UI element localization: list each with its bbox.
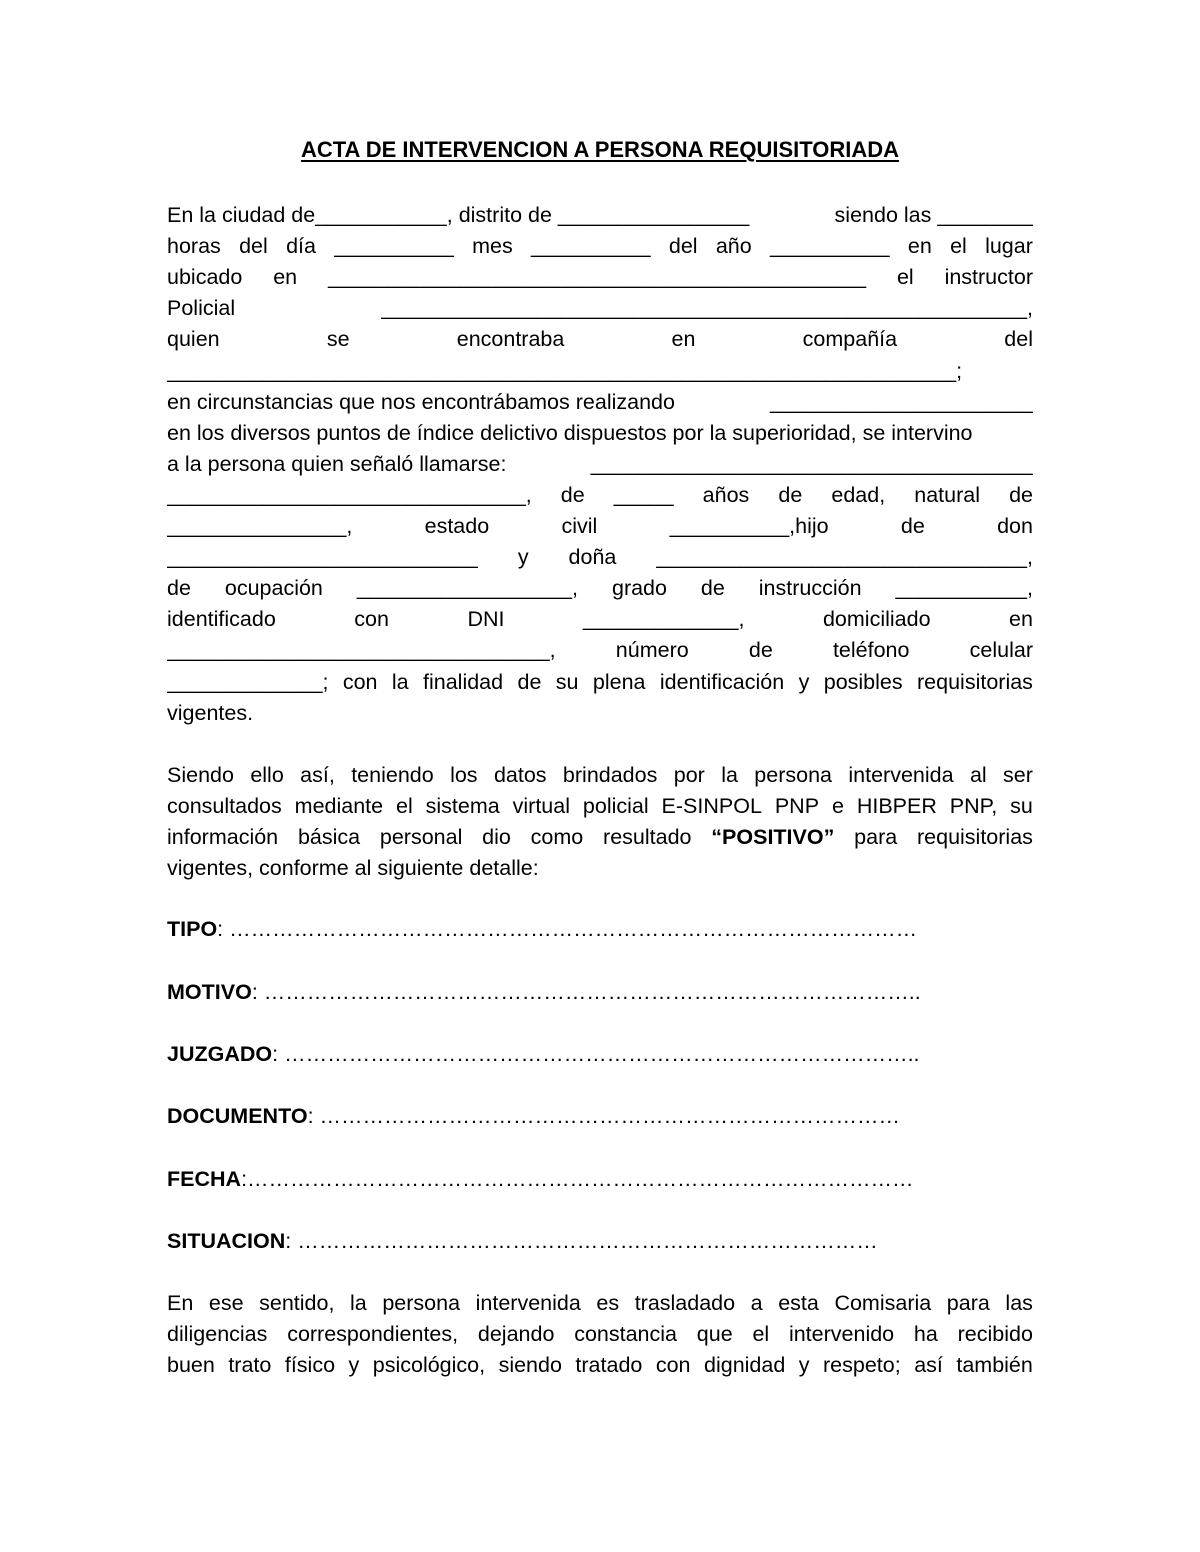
document-title: ACTA DE INTERVENCION A PERSONA REQUISITORIADA	[300, 137, 900, 162]
line-word: así,	[300, 763, 335, 787]
line-word: siendo las ________	[834, 203, 1033, 227]
line-word: tratado	[575, 1353, 643, 1377]
line-word: recibido	[957, 1322, 1033, 1346]
paragraph-line	[167, 200, 1033, 231]
line-word: mes	[472, 234, 513, 259]
line-word: quien	[167, 327, 220, 352]
line-word: plena	[592, 669, 646, 694]
line-word: ello	[250, 763, 284, 787]
paragraph-line	[167, 791, 1033, 822]
line-word: las	[1005, 1291, 1033, 1315]
field-dotted-line: : ……………………………………………………………………………………	[217, 917, 918, 941]
line-word: el	[396, 794, 413, 818]
field-dotted-line: : ………………………………………………………………………	[307, 1104, 901, 1128]
line-word: intervenida	[848, 763, 954, 787]
line-word: _______________________________,	[656, 545, 1033, 570]
line-word: del	[668, 234, 698, 259]
field-label: MOTIVO	[167, 980, 252, 1004]
line-word: y	[348, 1353, 360, 1377]
line-word: para	[946, 1291, 990, 1315]
line-word: identificación	[659, 669, 785, 694]
line-word: ubicado	[167, 265, 243, 290]
line-word: intervenido	[788, 1322, 895, 1346]
line-word: psicológico,	[372, 1353, 486, 1377]
line-word: requisitorias	[917, 825, 1033, 849]
line-word: celular	[969, 638, 1033, 663]
line-word: día	[286, 234, 316, 259]
line-word: de	[700, 576, 725, 601]
line-word: E-SINPOL	[661, 794, 762, 818]
line-word: se	[326, 327, 350, 352]
paragraph-line	[167, 231, 1033, 262]
line-word: finalidad	[423, 669, 504, 694]
field-label: DOCUMENTO	[167, 1104, 308, 1128]
line-word: ser	[1003, 763, 1033, 787]
line-word: en los diversos puntos de índice delictivo dispuestos por la superioridad, se intervino	[167, 420, 973, 445]
line-word: Policial	[167, 296, 236, 321]
line-word: la	[721, 763, 738, 787]
line-word: encontraba	[456, 327, 565, 352]
line-word: así	[914, 1353, 943, 1377]
line-word: del	[1004, 327, 1033, 352]
line-word: ha	[913, 1322, 938, 1346]
line-word: de	[167, 576, 191, 601]
line-word: ______________________________________________________,	[381, 296, 1033, 321]
line-word: y	[798, 1353, 810, 1377]
line-word: en	[273, 265, 298, 290]
paragraph-line	[167, 293, 1033, 324]
paragraph-line	[167, 387, 1033, 418]
paragraph-line	[167, 356, 1033, 387]
line-word: __________________________________________________________________;	[167, 358, 963, 383]
line-word: de	[778, 482, 803, 507]
line-word: “POSITIVO”	[711, 825, 835, 849]
line-word: doña	[568, 545, 617, 570]
line-word: que	[696, 1322, 733, 1346]
line-word: el	[896, 265, 914, 290]
line-word: horas	[167, 234, 221, 259]
line-word: trasladado	[634, 1291, 736, 1315]
paragraph-line: vigentes, conforme al siguiente detalle:	[167, 856, 539, 880]
line-word: es	[596, 1291, 620, 1315]
line-word: respeto;	[823, 1353, 901, 1377]
line-word: con	[655, 1353, 691, 1377]
line-word: básica	[297, 825, 361, 849]
line-word: _______________,	[167, 514, 353, 538]
line-word: para	[854, 825, 898, 849]
line-word: mediante	[294, 794, 384, 818]
line-word: en	[907, 234, 932, 259]
line-word: de	[748, 638, 773, 663]
field-dotted-line: : ………………………………………………………………………	[285, 1229, 878, 1253]
line-word: en circunstancias que nos encontrábamos realizando	[167, 389, 675, 414]
field-label: FECHA	[167, 1167, 242, 1191]
line-word: al	[969, 763, 987, 787]
line-word: en	[1009, 607, 1033, 632]
line-word: sistema	[425, 794, 500, 818]
line-word: también	[956, 1353, 1033, 1377]
paragraph-line	[167, 262, 1033, 293]
line-word: Comisaria	[834, 1291, 932, 1315]
paragraph-line	[167, 480, 1033, 511]
line-word: e	[831, 794, 844, 818]
line-word: información	[167, 825, 279, 849]
line-word: el	[950, 234, 967, 259]
line-word: HIBPER	[856, 794, 937, 818]
line-word: dejando	[477, 1322, 555, 1346]
paragraph-line	[167, 760, 1033, 791]
paragraph-line	[167, 1350, 1033, 1381]
line-word: dignidad	[704, 1353, 786, 1377]
line-word: policial	[582, 794, 649, 818]
line-word: buen	[167, 1353, 215, 1377]
line-word: __________	[334, 234, 454, 259]
line-word: ______________________________,	[167, 482, 532, 507]
line-word: teléfono	[832, 638, 910, 663]
line-word: _____________________________________	[590, 451, 1033, 476]
line-word: número	[615, 638, 689, 663]
paragraph-line	[167, 324, 1033, 355]
line-word: grado	[611, 576, 667, 601]
line-word: virtual	[512, 794, 570, 818]
field-documento	[167, 1101, 1033, 1132]
line-word: la	[391, 669, 409, 694]
line-word: datos	[493, 763, 547, 787]
line-word: del	[239, 234, 268, 259]
field-label: TIPO	[167, 917, 218, 941]
line-word: de	[517, 669, 542, 694]
line-word: de	[1009, 482, 1033, 507]
line-word: PNP,	[949, 794, 998, 818]
line-word: constancia	[574, 1322, 677, 1346]
line-word: edad,	[831, 482, 886, 507]
line-word: correspondientes,	[287, 1322, 459, 1346]
line-word: a la persona quien señaló llamarse:	[167, 451, 507, 476]
paragraph-line	[167, 667, 1033, 698]
line-word: __________	[770, 234, 890, 259]
line-word: DNI	[467, 607, 505, 632]
line-word: diligencias	[167, 1322, 268, 1346]
line-word: años	[702, 482, 750, 507]
line-word: ocupación	[224, 576, 323, 601]
line-word: identificado	[167, 607, 276, 632]
line-word: con	[354, 607, 389, 632]
line-word: ______________________	[769, 389, 1033, 414]
line-word: __________,hijo	[669, 514, 829, 538]
line-word: personal	[379, 825, 463, 849]
field-motivo	[167, 977, 1033, 1008]
line-word: ________________________________,	[167, 638, 556, 663]
line-word: _____	[613, 482, 674, 507]
field-label: SITUACION	[167, 1229, 286, 1253]
line-word: su	[1010, 794, 1033, 818]
line-word: don	[997, 514, 1033, 538]
line-word: intervenida	[475, 1291, 581, 1315]
line-word: de	[560, 482, 585, 507]
line-word: con	[342, 669, 378, 694]
line-word: Siendo	[167, 763, 234, 787]
line-word: _____________;	[167, 669, 329, 694]
line-word: persona	[382, 1291, 461, 1315]
paragraph-line	[167, 604, 1033, 635]
field-dotted-line: :…………………………………………………………………………………	[241, 1167, 914, 1191]
paragraph-line	[167, 635, 1033, 666]
paragraph-line	[167, 418, 1033, 449]
line-word: en	[671, 327, 696, 352]
paragraph-line	[167, 822, 1033, 853]
field-juzgado	[167, 1039, 1033, 1070]
line-word: a	[750, 1291, 763, 1315]
line-word: siendo	[498, 1353, 562, 1377]
line-word: requisitorias	[917, 669, 1033, 694]
line-word: su	[555, 669, 579, 694]
line-word: PNP	[774, 794, 820, 818]
line-word: y	[798, 669, 810, 694]
line-word: _____________________________________________	[328, 265, 867, 290]
field-tipo	[167, 914, 1033, 945]
line-word: año	[715, 234, 752, 259]
field-dotted-line: : ………………………………………………………………………………..	[251, 980, 921, 1004]
line-word: __________	[531, 234, 651, 259]
line-word: brindados	[562, 763, 658, 787]
paragraph-line	[167, 511, 1033, 542]
line-word: esta	[778, 1291, 819, 1315]
line-word: resultado	[603, 825, 692, 849]
field-situacion	[167, 1226, 1033, 1257]
line-word: de	[900, 514, 925, 538]
line-word: En la ciudad de___________, distrito de ________________	[167, 203, 750, 227]
paragraph-line	[167, 449, 1033, 480]
line-word: los	[450, 763, 478, 787]
line-word: __________________________	[167, 545, 478, 570]
line-word: En	[167, 1291, 194, 1315]
paragraph-line	[167, 1319, 1033, 1350]
line-word: y	[517, 545, 529, 570]
line-word: persona	[754, 763, 832, 787]
line-word: estado	[424, 514, 490, 538]
line-word: domiciliado	[822, 607, 931, 632]
line-word: dio	[482, 825, 511, 849]
line-word: consultados	[167, 794, 282, 818]
line-word: teniendo	[351, 763, 434, 787]
line-word: posibles	[823, 669, 903, 694]
line-word: _____________,	[583, 607, 745, 632]
line-word: natural	[914, 482, 980, 507]
paragraph-line: vigentes.	[167, 701, 254, 725]
field-dotted-line: : ……………………………………………………………………………..	[272, 1042, 920, 1066]
line-word: civil	[561, 514, 598, 538]
line-word: instructor	[944, 265, 1033, 290]
line-word: sentido,	[259, 1291, 335, 1315]
line-word: __________________,	[356, 576, 579, 601]
paragraph-line	[167, 573, 1033, 604]
paragraph-line	[167, 1288, 1033, 1319]
line-word: trato	[228, 1353, 272, 1377]
line-word: ese	[208, 1291, 244, 1315]
line-word: ___________,	[895, 576, 1033, 601]
line-word: lugar	[985, 234, 1033, 259]
line-word: físico	[284, 1353, 336, 1377]
field-label: JUZGADO	[167, 1042, 273, 1066]
line-word: instrucción	[758, 576, 862, 601]
line-word: por	[673, 763, 705, 787]
line-word: como	[530, 825, 584, 849]
field-fecha	[167, 1164, 1033, 1195]
line-word: la	[350, 1291, 367, 1315]
line-word: el	[752, 1322, 770, 1346]
line-word: compañía	[802, 327, 898, 352]
paragraph-line	[167, 542, 1033, 573]
